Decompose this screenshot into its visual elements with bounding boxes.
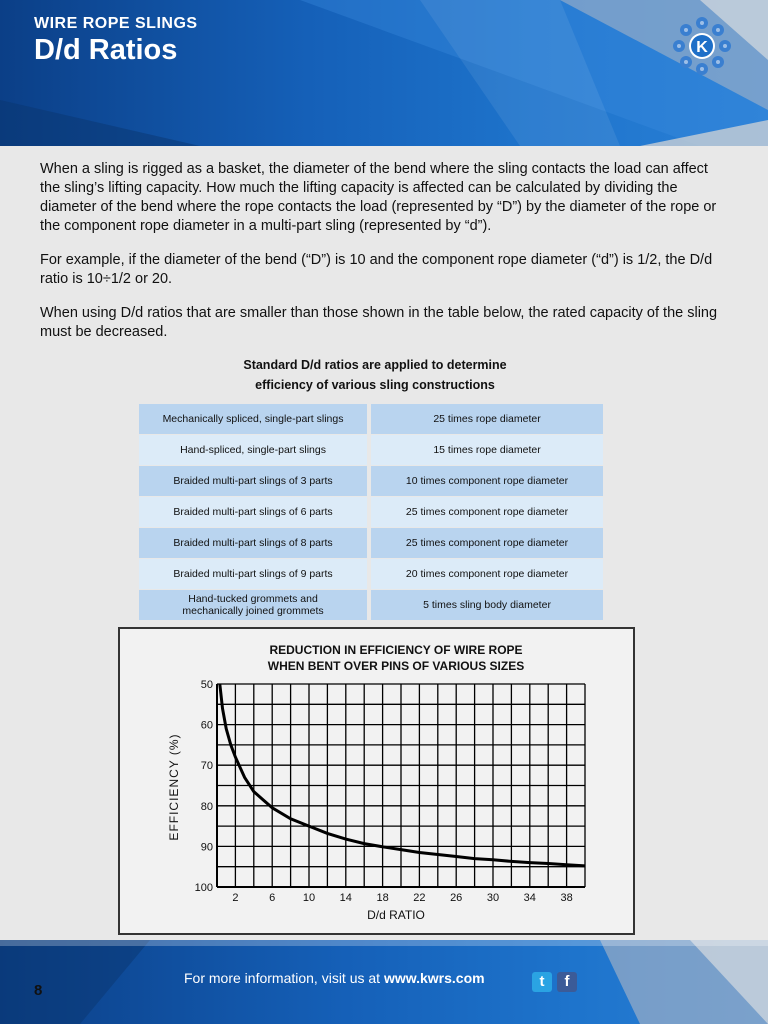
y-axis-label: EFFICIENCY (%) bbox=[167, 733, 181, 841]
construction-line: Hand-tucked grommets and bbox=[188, 593, 318, 605]
ratio-cell: 15 times rope diameter bbox=[371, 435, 603, 465]
x-tick-label: 26 bbox=[450, 892, 463, 904]
facebook-icon[interactable]: f bbox=[557, 972, 577, 992]
ratio-cell: 20 times component rope diameter bbox=[371, 559, 603, 589]
construction-cell: Braided multi-part slings of 8 parts bbox=[139, 528, 367, 558]
paragraph-intro: When a sling is rigged as a basket, the diameter of the bend where the sling contacts the load can affect the sling’s lifting capacity. How much the lifting capacity is affected can be calculated by dividing the diameter of the bend where the rope contacts the load (represented by “D”) by the diameter of the rope or the component rope diameter in a multi-part sling (represented by “d”). bbox=[40, 161, 717, 234]
construction-cell bbox=[139, 590, 367, 620]
y-tick-label: 80 bbox=[200, 800, 213, 813]
x-tick-label: 6 bbox=[269, 892, 276, 904]
paragraph-example: For example, if the diameter of the bend (“D”) is 10 and the component rope diameter (“d”) is 1/2, the D/d ratio is 10÷1/2 or 20. bbox=[40, 252, 713, 287]
construction-cell: Mechanically spliced, single-part slings bbox=[139, 404, 367, 434]
page-number: 8 bbox=[34, 982, 43, 999]
ratio-cell: 10 times component rope diameter bbox=[371, 466, 603, 496]
kwrs-logo-icon bbox=[672, 16, 732, 76]
ratio-cell: 5 times sling body diameter bbox=[371, 590, 603, 620]
construction-line: mechanically joined grommets bbox=[182, 605, 324, 617]
header-subtitle: WIRE ROPE SLINGS bbox=[34, 15, 198, 32]
page-header bbox=[0, 0, 768, 146]
construction-cell: Hand-spliced, single-part slings bbox=[139, 435, 367, 465]
x-tick-label: 22 bbox=[413, 892, 426, 904]
table-row bbox=[139, 528, 603, 558]
dd-ratio-table bbox=[135, 403, 607, 621]
website-link[interactable]: www.kwrs.com bbox=[383, 970, 485, 986]
x-tick-label: 18 bbox=[376, 892, 389, 904]
x-tick-label: 34 bbox=[523, 892, 536, 904]
x-tick-label: 2 bbox=[232, 892, 239, 904]
efficiency-chart bbox=[118, 627, 635, 935]
footer-info-text: For more information, visit us at bbox=[184, 970, 384, 986]
x-tick-label: 30 bbox=[486, 892, 500, 904]
ratio-cell: 25 times rope diameter bbox=[371, 404, 603, 434]
chart-title-line2: WHEN BENT OVER PINS OF VARIOUS SIZES bbox=[267, 659, 525, 673]
x-axis-label: D/d RATIO bbox=[367, 908, 425, 922]
body-text bbox=[40, 160, 730, 357]
chart-title-line1: REDUCTION IN EFFICIENCY OF WIRE ROPE bbox=[269, 643, 523, 657]
table-title-line1: Standard D/d ratios are applied to determine bbox=[243, 358, 507, 372]
x-tick-label: 14 bbox=[339, 892, 352, 904]
page-footer bbox=[0, 940, 768, 1024]
table-row bbox=[139, 435, 603, 465]
footer-info bbox=[184, 970, 485, 986]
y-tick-label: 60 bbox=[200, 719, 213, 732]
paragraph-warning: When using D/d ratios that are smaller than those shown in the table below, the rated capacity of the sling must be decreased. bbox=[40, 305, 718, 340]
ratio-cell: 25 times component rope diameter bbox=[371, 528, 603, 558]
y-tick-label: 50 bbox=[200, 679, 213, 691]
efficiency-chart-svg bbox=[120, 629, 633, 933]
table-row bbox=[139, 404, 603, 434]
table-title-line2: efficiency of various sling constructions bbox=[255, 378, 495, 392]
table-title bbox=[139, 355, 611, 395]
table-row bbox=[139, 497, 603, 527]
x-tick-label: 10 bbox=[302, 892, 316, 904]
ratio-cell: 25 times component rope diameter bbox=[371, 497, 603, 527]
table-row bbox=[139, 590, 603, 620]
x-tick-label: 38 bbox=[560, 892, 573, 904]
y-tick-label: 100 bbox=[194, 882, 213, 894]
logo-letter: K bbox=[696, 39, 708, 56]
y-tick-label: 70 bbox=[200, 760, 213, 773]
construction-cell: Braided multi-part slings of 3 parts bbox=[139, 466, 367, 496]
table-row bbox=[139, 466, 603, 496]
table-row bbox=[139, 559, 603, 589]
y-tick-label: 90 bbox=[200, 841, 213, 854]
twitter-icon[interactable]: t bbox=[532, 972, 552, 992]
construction-cell: Braided multi-part slings of 9 parts bbox=[139, 559, 367, 589]
page-title: D/d Ratios bbox=[34, 34, 178, 66]
construction-cell: Braided multi-part slings of 6 parts bbox=[139, 497, 367, 527]
